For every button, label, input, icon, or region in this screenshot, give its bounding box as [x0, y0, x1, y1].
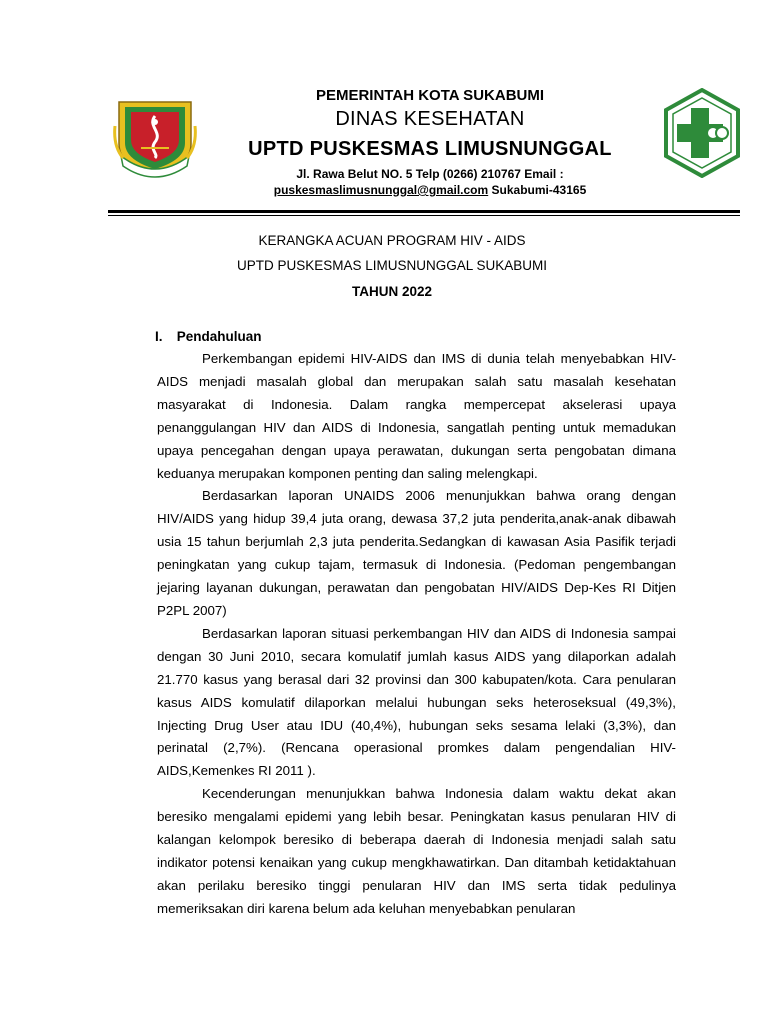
- section-heading-text: Pendahuluan: [176, 329, 262, 344]
- section-number: I.: [155, 329, 163, 344]
- letterhead-email-link[interactable]: puskesmaslimusnunggal@gmail.com: [273, 183, 489, 197]
- letterhead-divider-thick: [108, 210, 740, 213]
- doc-title-line2: UPTD PUSKESMAS LIMUSNUNGGAL SUKABUMI: [236, 258, 548, 273]
- section-body: [157, 348, 676, 921]
- letterhead-city-postal: Sukabumi-43165: [491, 183, 587, 197]
- letterhead-department: DINAS KESEHATAN: [335, 108, 525, 130]
- section-heading: [155, 329, 262, 344]
- puskesmas-cross-logo-icon: [664, 88, 740, 178]
- letterhead-address: Jl. Rawa Belut NO. 5 Telp (0266) 210767 Email :: [296, 167, 564, 181]
- letterhead-address-block: [200, 166, 660, 198]
- doc-title-line1: KERANGKA ACUAN PROGRAM HIV - AIDS: [258, 233, 526, 248]
- letterhead-government: PEMERINTAH KOTA SUKABUMI: [315, 87, 545, 104]
- paragraph: Berdasarkan laporan situasi perkembangan HIV dan AIDS di Indonesia sampai dengan 30 Juni 2010, secara komulatif jumlah kasus AIDS yang dilaporkan adalah 21.770 kasus yang berasal dari 32 provinsi dan 300 kabupaten/kota. Cara penularan kasus AIDS komulatif dilaporkan melalui hubungan seks heteroseksual (49,3%), Injecting Drug User atau IDU (40,4%), hubungan seks sesama lelaki (3,3%), dan perinatal (2,7%). (Rencana operasional promkes dalam pengendalian HIV-AIDS,Kemenkes RI 2011 ).: [157, 625, 676, 779]
- city-emblem-icon: [111, 96, 199, 180]
- paragraph: Perkembangan epidemi HIV-AIDS dan IMS di dunia telah menyebabkan HIV-AIDS menjadi masalah global dan merupakan salah satu masalah kesehatan masyarakat di Indonesia. Dalam rangka mempercepat akselerasi upaya penanggulangan HIV dan AIDS di Indonesia, sangatlah penting untuk memadukan upaya pencegahan dengan upaya perawatan, dukungan serta pengobatan dimana keduanya merupakan komponen penting dan saling melengkapi.: [157, 351, 676, 481]
- paragraph: Kecenderungan menunjukkan bahwa Indonesia dalam waktu dekat akan beresiko mengalami epidemi yang lebih besar. Peningkatan kasus penularan HIV di kalangan kelompok beresiko di beberapa daerah di Indonesia menjadi salah satu indikator potensi kenaikan yang cukup mengkhawatirkan. Dan ditambah ketidaktahuan akan perilaku beresiko tinggi penularan HIV dan IMS serta tidak pedulinya memeriksakan diri karena belum ada keluhan menyebabkan penularan: [157, 786, 676, 916]
- letterhead-divider-thin: [108, 215, 740, 216]
- letterhead-unit: UPTD PUSKESMAS LIMUSNUNGGAL: [248, 138, 612, 160]
- doc-title-year: TAHUN 2022: [351, 284, 433, 299]
- paragraph: Berdasarkan laporan UNAIDS 2006 menunjukkan bahwa orang dengan HIV/AIDS yang hidup 39,4 juta orang, dewasa 37,2 juta penderita,anak-anak dibawah usia 15 tahun berjumlah 2,3 juta penderita.Sedangkan di kawasan Asia Pasifik terjadi peningkatan yang cukup tajam, termasuk di Indonesia. (Pedoman pengembangan jejaring layanan dukungan, perawatan dan pengobatan HIV/AIDS Dep-Kes RI Ditjen P2PL 2007): [157, 488, 676, 618]
